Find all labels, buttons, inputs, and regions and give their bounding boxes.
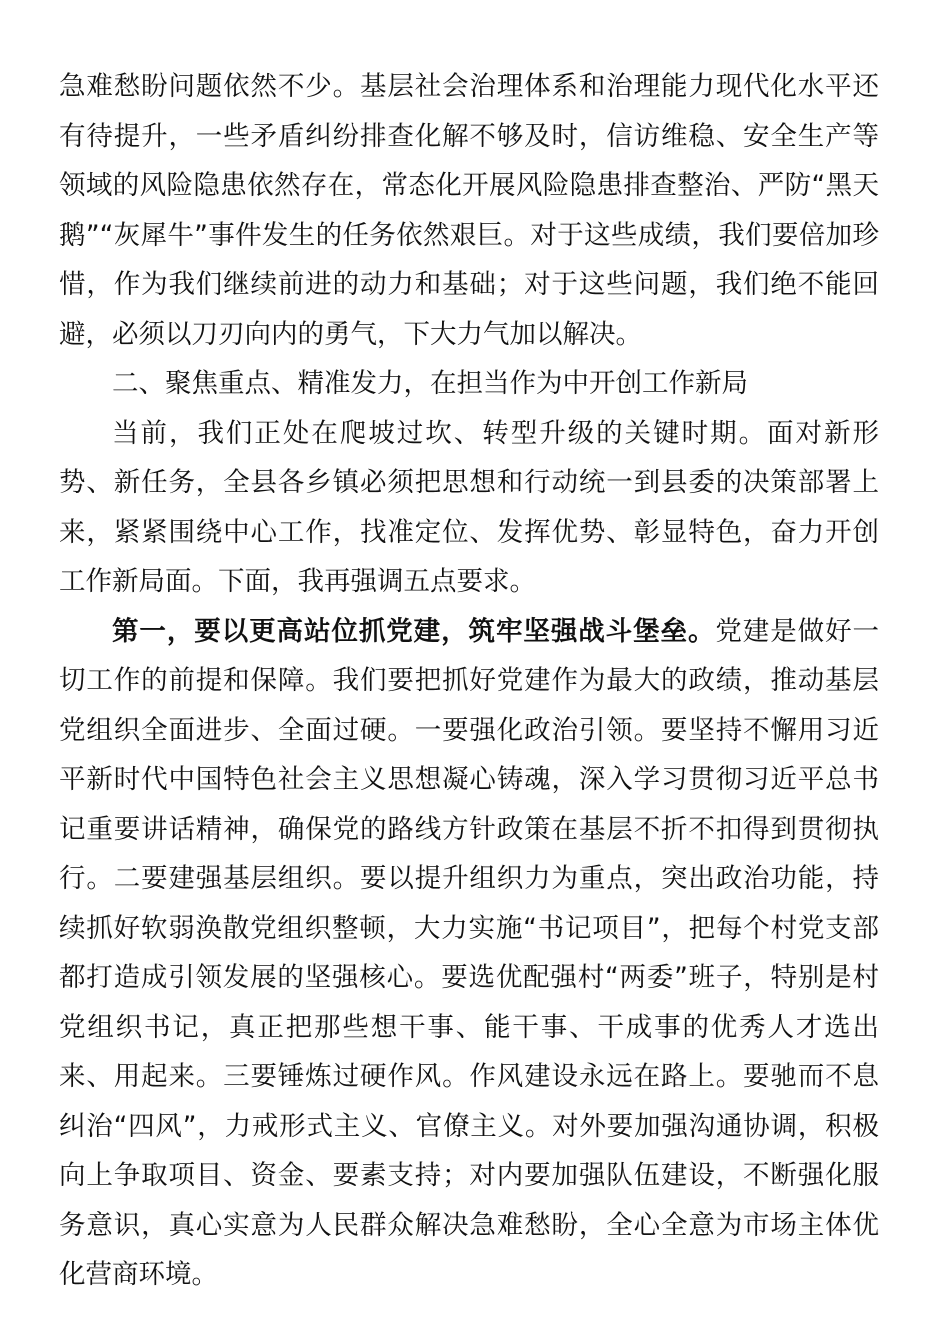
paragraph-continuation: 急难愁盼问题依然不少。基层社会治理体系和治理能力现代化水平还有待提升，一些矛盾纠纷排查化解不够及时，信访维稳、安全生产等领域的风险隐患依然存在，常态化开展风险隐患排查整治、严防“黑天鹅”“灰犀牛”事件发生的任务依然艰巨。对于这些成绩，我们要倍加珍惜，作为我们继续前进的动力和基础；对于这些问题，我们绝不能回避，必须以刀刃向内的勇气，下大力气加以解决。	[59, 71, 879, 350]
paragraph-body-text: 党建是做好一切工作的前提和保障。我们要把抓好党建作为最大的政绩，推动基层党组织全面进步、全面过硬。一要强化政治引领。要坚持不懈用习近平新时代中国特色社会主义思想凝心铸魂，深入学习贯彻习近平总书记重要讲话精神，确保党的路线方针政策在基层不折不扣得到贯彻执行。二要建强基层组织。要以提升组织力为重点，突出政治功能，持续抓好软弱涣散党组织整顿，大力实施“书记项目”，把每个村党支部都打造成引领发展的坚强核心。要选优配强村“两委”班子，特别是村党组织书记，真正把那些想干事、能干事、干成事的优秀人才选出来、用起来。三要锤炼过硬作风。作风建设永远在路上。要驰而不息纠治“四风”，力戒形式主义、官僚主义。对外要加强沟通协调，积极向上争取项目、资金、要素支持；对内要加强队伍建设，不断强化服务意识，真心实意为人民群众解决急难愁盼，全心全意为市场主体优化营商环境。	[59, 615, 880, 1290]
section-heading: 二、聚焦重点、精准发力，在担当作为中开创工作新局	[112, 368, 748, 399]
paragraph-intro: 当前，我们正处在爬坡过坎、转型升级的关键时期。面对新形势、新任务，全县各乡镇必须把思想和行动统一到县委的决策部署上来，紧紧围绕中心工作，找准定位、发挥优势、彰显特色，奋力开创工作新局面。下面，我再强调五点要求。	[59, 417, 879, 597]
bold-lead-sentence: 第一，要以更高站位抓党建，筑牢坚强战斗堡垒。	[112, 615, 716, 647]
paragraph-first-requirement	[59, 607, 879, 1300]
document-body	[59, 62, 879, 1300]
